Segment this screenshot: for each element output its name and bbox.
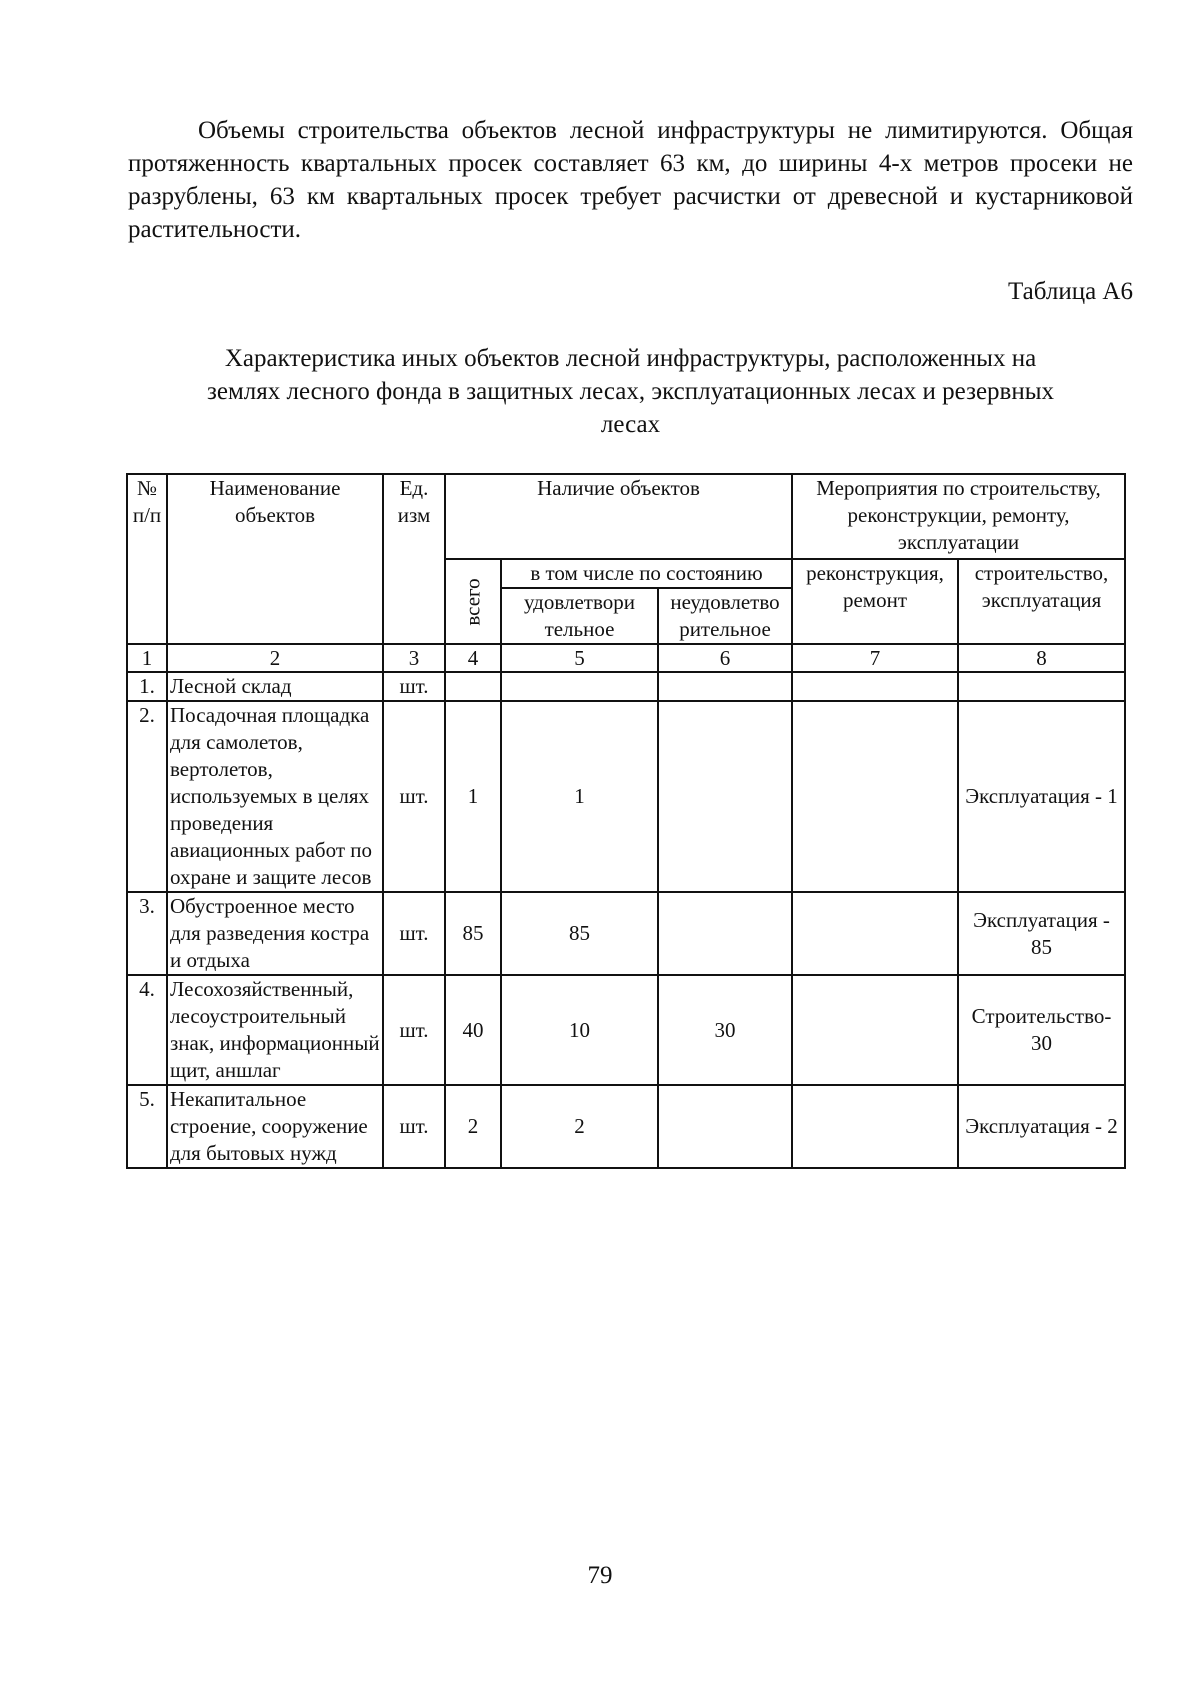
- col-number-3: 3: [383, 644, 445, 672]
- row-num: 2.: [127, 701, 167, 892]
- row-construction: Эксплуатация - 85: [958, 892, 1125, 975]
- table-row: [127, 1085, 1125, 1168]
- caption-line-3: лесах: [600, 411, 661, 438]
- header-unsatisfactory: неудовлетво рительное: [658, 588, 792, 644]
- row-satisfactory: 2: [501, 1085, 658, 1168]
- table-caption: [128, 342, 1133, 441]
- header-satisfactory: удовлетвори тельное: [501, 588, 658, 644]
- row-reconstruction: [792, 892, 958, 975]
- header-total-cell: [445, 559, 501, 644]
- table-label: Таблица А6: [1008, 278, 1133, 305]
- header-incl-state: в том числе по состоянию: [501, 559, 792, 588]
- row-unit: шт.: [383, 1085, 445, 1168]
- col-number-7: 7: [792, 644, 958, 672]
- row-total: [445, 672, 501, 701]
- row-name: Посадочная площадка для самолетов, вертолетов, используемых в целях проведения авиационных работ по охране и защите лесов: [167, 701, 383, 892]
- row-unsatisfactory: [658, 892, 792, 975]
- header-name: Наименование объектов: [167, 474, 383, 644]
- row-name: Лесной склад: [167, 672, 383, 701]
- row-satisfactory: 10: [501, 975, 658, 1085]
- row-total: 2: [445, 1085, 501, 1168]
- row-total: 85: [445, 892, 501, 975]
- row-name: Некапитальное строение, сооружение для бытовых нужд: [167, 1085, 383, 1168]
- header-total: всего: [460, 577, 485, 626]
- header-unit: Ед. изм: [383, 474, 445, 644]
- header-num: № п/п: [127, 474, 167, 644]
- row-num: 3.: [127, 892, 167, 975]
- row-reconstruction: [792, 1085, 958, 1168]
- row-name: Лесохозяйственный, лесоустроительный знак, информационный щит, аншлаг: [167, 975, 383, 1085]
- row-num: 4.: [127, 975, 167, 1085]
- col-number-4: 4: [445, 644, 501, 672]
- column-number-row: [127, 644, 1125, 672]
- row-satisfactory: 1: [501, 701, 658, 892]
- row-unsatisfactory: 30: [658, 975, 792, 1085]
- row-name: Обустроенное место для разведения костра и отдыха: [167, 892, 383, 975]
- row-unsatisfactory: [658, 1085, 792, 1168]
- row-reconstruction: [792, 672, 958, 701]
- row-satisfactory: 85: [501, 892, 658, 975]
- header-reconstruction: реконструкция, ремонт: [792, 559, 958, 644]
- row-construction: Эксплуатация - 2: [958, 1085, 1125, 1168]
- table-row: [127, 975, 1125, 1085]
- table-row: [127, 701, 1125, 892]
- row-reconstruction: [792, 701, 958, 892]
- row-unit: шт.: [383, 975, 445, 1085]
- table-row: [127, 892, 1125, 975]
- col-number-6: 6: [658, 644, 792, 672]
- row-num: 5.: [127, 1085, 167, 1168]
- row-construction: Эксплуатация - 1: [958, 701, 1125, 892]
- header-availability: Наличие объектов: [445, 474, 792, 559]
- row-satisfactory: [501, 672, 658, 701]
- row-unit: шт.: [383, 892, 445, 975]
- col-number-8: 8: [958, 644, 1125, 672]
- row-construction: Строительство- 30: [958, 975, 1125, 1085]
- row-unsatisfactory: [658, 701, 792, 892]
- page-number: 79: [587, 1562, 613, 1589]
- row-total: 1: [445, 701, 501, 892]
- table-row: [127, 672, 1125, 701]
- infrastructure-table: [126, 473, 1126, 1169]
- row-num: 1.: [127, 672, 167, 701]
- row-unsatisfactory: [658, 672, 792, 701]
- caption-line-2: землях лесного фонда в защитных лесах, эксплуатационных лесах и резервных: [206, 378, 1055, 405]
- col-number-5: 5: [501, 644, 658, 672]
- row-reconstruction: [792, 975, 958, 1085]
- body-paragraph: Объемы строительства объектов лесной инфраструктуры не лимитируются. Общая протяженность квартальных просек составляет 63 км, до ширины 4-х метров просеки не разрублены, 63 км квартальных просек требует расчистки от древесной и кустарниковой растительности.: [128, 117, 1133, 243]
- row-total: 40: [445, 975, 501, 1085]
- caption-line-1: Характеристика иных объектов лесной инфраструктуры, расположенных на: [224, 345, 1037, 372]
- col-number-1: 1: [127, 644, 167, 672]
- row-unit: шт.: [383, 701, 445, 892]
- row-construction: [958, 672, 1125, 701]
- col-number-2: 2: [167, 644, 383, 672]
- header-construction: строительство, эксплуатация: [958, 559, 1125, 644]
- row-unit: шт.: [383, 672, 445, 701]
- header-measures: Мероприятия по строительству, реконструкции, ремонту, эксплуатации: [792, 474, 1125, 559]
